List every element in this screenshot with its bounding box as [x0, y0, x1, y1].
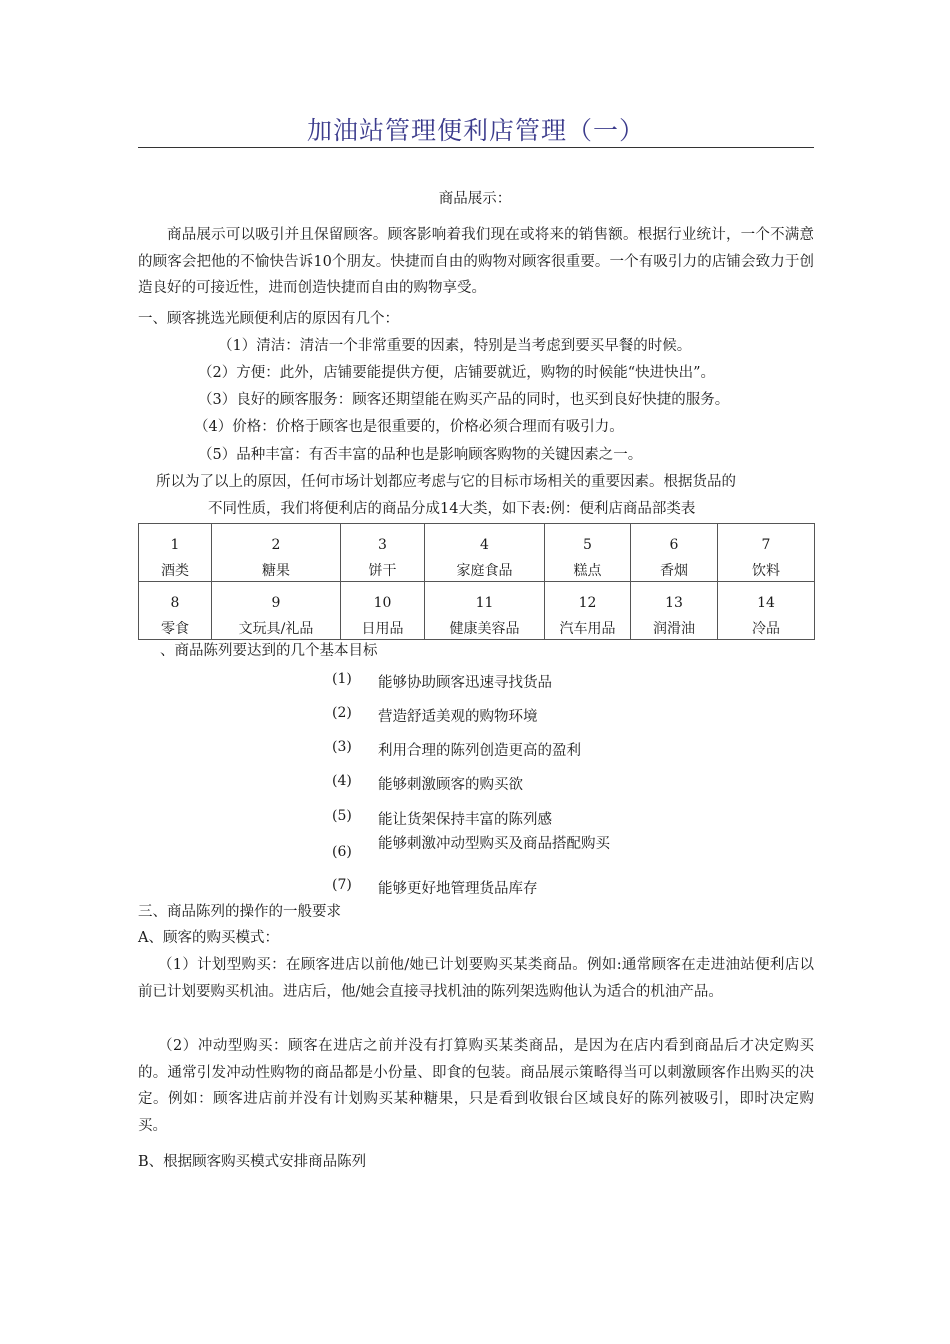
- category-name: 润滑油: [653, 621, 695, 637]
- category-name: 糖果: [262, 563, 290, 579]
- category-number: 1: [170, 537, 180, 553]
- goal-item: [324, 835, 624, 873]
- summary-line: 所以为了以上的原因，任何市场计划都应考虑与它的目标市场相关的重要因素。根据货品的: [156, 474, 736, 490]
- category-number: 14: [757, 595, 775, 611]
- title-divider: [138, 147, 814, 148]
- category-number: 12: [578, 595, 597, 611]
- category-number: 6: [669, 537, 679, 553]
- goal-item: [324, 732, 624, 766]
- table-cell: [425, 582, 545, 640]
- goal-number: (6): [332, 844, 352, 860]
- category-number: 3: [378, 537, 387, 553]
- category-name: 糕点: [573, 563, 602, 579]
- category-name: 日用品: [361, 621, 404, 637]
- goal-item: [324, 766, 624, 800]
- goal-item: [324, 664, 624, 698]
- category-number: 10: [373, 595, 392, 611]
- category-name: 汽车用品: [559, 621, 616, 637]
- goal-item: [324, 870, 624, 904]
- table-row: [139, 582, 815, 640]
- table-cell: [718, 524, 815, 582]
- category-number: 2: [271, 537, 281, 553]
- table-row: [139, 524, 815, 582]
- summary-line: 不同性质，我们将便利店的商品分成14大类，如下表:例：便利店商品部类表: [208, 501, 696, 517]
- planned-purchase-paragraph: （1）计划型购买：在顾客进店以前他/她已计划要购买某类商品。例如:通常顾客在走进油站便利店以前已计划要购买机油。进店后，他/她会直接寻找机油的陈列架选购他认为适合的机油产品。: [138, 957, 814, 1000]
- table-cell: [212, 582, 341, 640]
- category-number: 7: [761, 537, 771, 553]
- goal-text: 利用合理的陈列创造更高的盈利: [378, 743, 581, 759]
- section2-heading: 、商品陈列要达到的几个基本目标: [160, 643, 378, 659]
- table-cell: [545, 524, 631, 582]
- goal-text: 能够协助顾客迅速寻找货品: [378, 675, 552, 691]
- reason-item: （3）良好的顾客服务：顾客还期望能在购买产品的同时，也买到良好快捷的服务。: [198, 392, 730, 408]
- category-table: [138, 523, 815, 640]
- goal-number: (3): [332, 739, 352, 755]
- category-name: 冷品: [752, 621, 780, 637]
- category-number: 9: [271, 595, 281, 611]
- category-number: 4: [480, 537, 489, 553]
- table-cell: [341, 582, 425, 640]
- goal-number: (4): [332, 773, 352, 789]
- reason-item: （4）价格：价格于顾客也是很重要的，价格必须合理而有吸引力。: [194, 419, 624, 435]
- category-name: 饼干: [368, 563, 397, 579]
- subsection-b-heading: B、根据顾客购买模式安排商品陈列: [138, 1154, 367, 1170]
- table-cell: [545, 582, 631, 640]
- goal-number: (2): [332, 705, 352, 721]
- reason-item: （2）方便：此外，店铺要能提供方便，店铺要就近，购物的时候能“快进快出”。: [198, 365, 716, 381]
- category-number: 11: [475, 595, 494, 611]
- goal-number: (1): [332, 671, 352, 687]
- goal-number: (5): [332, 808, 352, 824]
- category-name: 零食: [161, 621, 189, 637]
- goal-text: 能让货架保持丰富的陈列感: [378, 812, 552, 828]
- section-subtitle: 商品展示：: [438, 191, 512, 207]
- goal-text: 能够刺激顾客的购买欲: [378, 777, 523, 793]
- table-cell: [139, 582, 212, 640]
- page-title: 加油站管理便利店管理（一）: [306, 116, 645, 145]
- goal-text: 营造舒适美观的购物环境: [378, 709, 538, 725]
- reason-item: （5）品种丰富：有否丰富的品种也是影响顾客购物的关键因素之一。: [198, 447, 643, 463]
- goal-text: 能够更好地管理货品库存: [378, 881, 538, 897]
- goal-item: [324, 801, 624, 835]
- category-name: 健康美容品: [449, 621, 520, 637]
- category-name: 酒类: [161, 563, 189, 579]
- category-number: 5: [583, 537, 592, 553]
- goal-item: [324, 698, 624, 732]
- reason-item: （1）清洁：清洁一个非常重要的因素，特别是当考虑到要买早餐的时候。: [218, 338, 692, 354]
- goal-number: (7): [332, 877, 352, 893]
- table-cell: [139, 524, 212, 582]
- table-cell: [341, 524, 425, 582]
- category-name: 文玩具/礼品: [238, 621, 314, 637]
- section3-heading: 三、商品陈列的操作的一般要求: [138, 904, 341, 920]
- table-cell: [631, 524, 718, 582]
- category-name: 家庭食品: [456, 563, 513, 579]
- goal-text: 能够刺激冲动型购买及商品搭配购买: [378, 836, 610, 852]
- category-name: 香烟: [660, 563, 688, 579]
- table-cell: [718, 582, 815, 640]
- category-number: 13: [665, 595, 683, 611]
- table-cell: [425, 524, 545, 582]
- table-cell: [631, 582, 718, 640]
- category-number: 8: [170, 595, 180, 611]
- intro-paragraph: 商品展示可以吸引并且保留顾客。顾客影响着我们现在或将来的销售额。根据行业统计，一个不满意的顾客会把他的不愉快告诉10个朋友。快捷而自由的购物对顾客很重要。一个有吸引力的店铺会致力于创造良好的可接近性，进而创造快捷而自由的购物享受。: [138, 227, 814, 296]
- table-cell: [212, 524, 341, 582]
- category-name: 饮料: [752, 563, 780, 579]
- section1-heading: 一、顾客挑选光顾便利店的原因有几个：: [138, 311, 399, 327]
- subsection-a-heading: A、顾客的购买模式：: [138, 930, 279, 946]
- impulse-purchase-paragraph: （2）冲动型购买：顾客在进店之前并没有打算购买某类商品，是因为在店内看到商品后才决定购买的。通常引发冲动性购物的商品都是小份量、即食的包装。商品展示策略得当可以刺激顾客作出购买的决定。例如：顾客进店前并没有计划购买某种糖果，只是看到收银台区域良好的陈列被吸引，即时决定购买。: [138, 1038, 814, 1134]
